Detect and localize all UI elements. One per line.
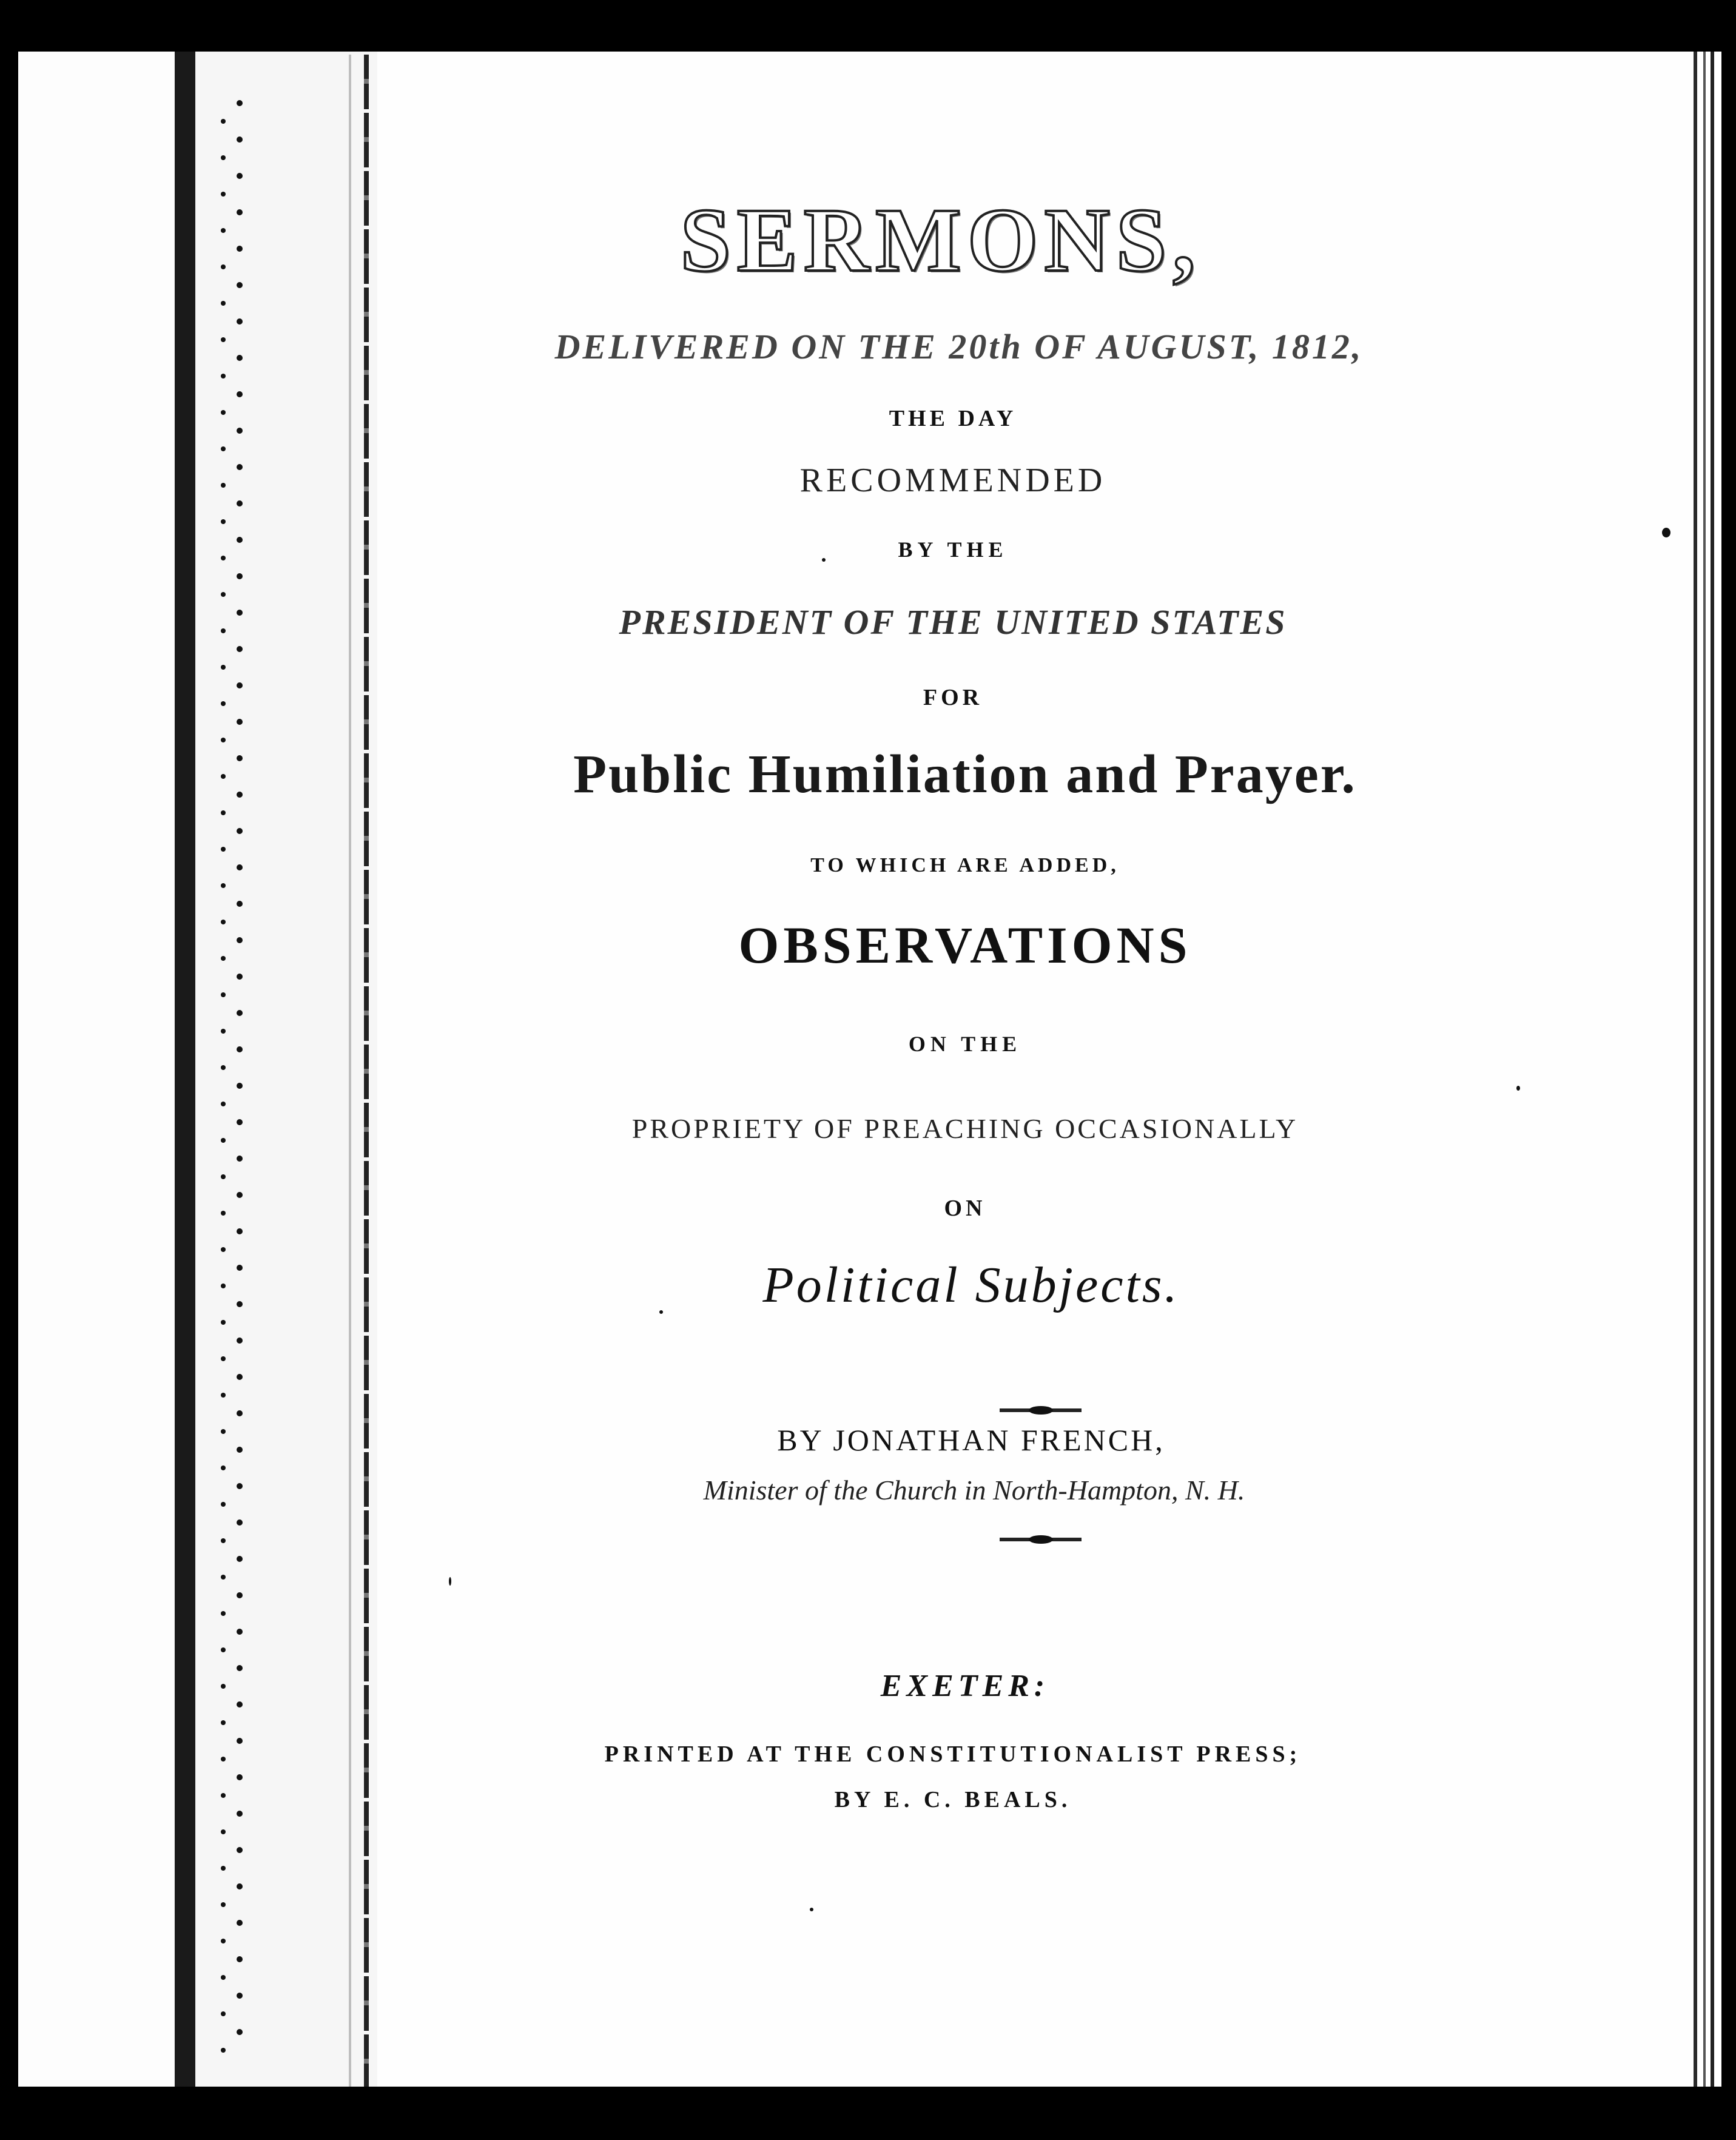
president-line: PRESIDENT OF THE UNITED STATES (619, 602, 1287, 642)
binding-stitch-dot (221, 1393, 226, 1398)
imprint-printer: BY E. C. BEALS. (834, 1787, 1072, 1812)
binding-stitch-dot (221, 738, 226, 742)
binding-stitch-dot (221, 2048, 226, 2053)
author-role: Minister of the Church in North-Hampton, N. H. (703, 1475, 1245, 1506)
binding-stitch-dot (237, 173, 243, 179)
binding-stitch-dot (221, 665, 226, 670)
ornamental-rule-top-center (1029, 1406, 1053, 1415)
imprint-place: EXETER: (880, 1669, 1050, 1703)
binding-stitch-dot (221, 1538, 226, 1543)
binding-stitch-dot (221, 446, 226, 451)
binding-stitch-dot (237, 1338, 243, 1344)
by-the-line: BY THE (898, 537, 1008, 562)
binding-stitch-dot (237, 136, 243, 143)
binding-stitch-dot (237, 1228, 243, 1234)
author-name: BY JONATHAN FRENCH, (777, 1423, 1165, 1457)
binding-stitch-dot (237, 1156, 243, 1162)
binding-stitch-dot (221, 1174, 226, 1179)
binding-stitch-dot (237, 1883, 243, 1889)
binding-stitch-dot (237, 1847, 243, 1853)
binding-stitch-dot (237, 1920, 243, 1926)
binding-stitch-dot (237, 719, 243, 725)
binding-stitch-dot (221, 1320, 226, 1325)
binding-stitch-dot (221, 992, 226, 997)
binding-stitch-dot (221, 883, 226, 888)
binding-stitch-dot (237, 391, 243, 397)
binding-stitch-dot (221, 155, 226, 160)
binding-stitch-dot (221, 1247, 226, 1252)
on-line: ON (944, 1196, 986, 1221)
binding-stitch-dot (221, 1465, 226, 1470)
ink-speck (659, 1310, 663, 1314)
propriety-line: PROPRIETY OF PREACHING OCCASIONALLY (631, 1113, 1299, 1144)
political-subjects-line: Political Subjects. (762, 1257, 1180, 1313)
binding-stitch-dot (237, 1083, 243, 1089)
observations-heading: OBSERVATIONS (738, 916, 1192, 974)
binding-stitch-dot (221, 1939, 226, 1943)
binding-stitch-dot (221, 374, 226, 379)
ink-speck (1662, 528, 1670, 537)
binding-stitch-dot (237, 500, 243, 506)
binding-stitch-dot (237, 318, 243, 325)
binding-stitch-dot (221, 1720, 226, 1725)
ink-speck (822, 558, 826, 562)
on-the-line: ON THE (908, 1032, 1022, 1056)
the-day-line: THE DAY (889, 406, 1017, 431)
binding-stitch-dot (221, 592, 226, 597)
binding-stitch-dot (221, 119, 226, 124)
binding-stitch-dot (237, 1556, 243, 1562)
binding-stitch-dot (237, 646, 243, 652)
binding-stitch-dot (221, 1065, 226, 1070)
binding-stitch-dot (237, 1010, 243, 1016)
which-added-line: TO WHICH ARE ADDED, (810, 854, 1120, 877)
binding-stitch-dot (237, 1519, 243, 1526)
binding-stitch-dot (237, 1592, 243, 1598)
binding-stitch-dot (221, 1611, 226, 1616)
binding-stitch-dot (237, 1993, 243, 1999)
binding-stitch-dot (221, 1102, 226, 1106)
imprint-press: PRINTED AT THE CONSTITUTIONALIST PRESS; (604, 1741, 1302, 1767)
page-title: SERMONS, (680, 190, 1202, 291)
recommended-line: RECOMMENDED (799, 462, 1106, 499)
public-humiliation-line: Public Humiliation and Prayer. (573, 744, 1357, 804)
binding-stitch-dot (237, 1629, 243, 1635)
binding-stitch-dot (237, 1774, 243, 1780)
binding-stitch-dot (221, 1356, 226, 1361)
binding-stitch-dot (221, 1829, 226, 1834)
binding-stitch-dot (237, 1410, 243, 1416)
binding-stitch-dot (237, 901, 243, 907)
ornamental-rule-bottom-center (1029, 1535, 1053, 1544)
binding-stitch-dot (237, 573, 243, 579)
binding-stitch-dot (221, 1902, 226, 1907)
binding-stitch-dot (221, 810, 226, 815)
binding-stitch-dot (237, 100, 243, 106)
binding-stitch-dot (221, 1575, 226, 1580)
ink-speck (449, 1577, 451, 1586)
binding-stitch-dot (221, 1866, 226, 1871)
binding-stitch-dot (221, 519, 226, 524)
binding-stitch-dot (237, 828, 243, 834)
delivery-date-line: DELIVERED ON THE 20th OF AUGUST, 1812, (554, 327, 1364, 366)
binding-stitch-dot (221, 1647, 226, 1652)
ink-speck (1516, 1086, 1520, 1091)
binding-stitch-dot (221, 301, 226, 306)
binding-stitch-dot (221, 847, 226, 852)
binding-stitch-dot (237, 1956, 243, 1962)
binding-stitch-dot (221, 1975, 226, 1980)
for-line: FOR (923, 685, 983, 710)
ink-speck (810, 1908, 813, 1911)
binding-stitch-dot (221, 2011, 226, 2016)
binding-stitch-dot (237, 2029, 243, 2035)
binding-stitch-dot (237, 1374, 243, 1380)
